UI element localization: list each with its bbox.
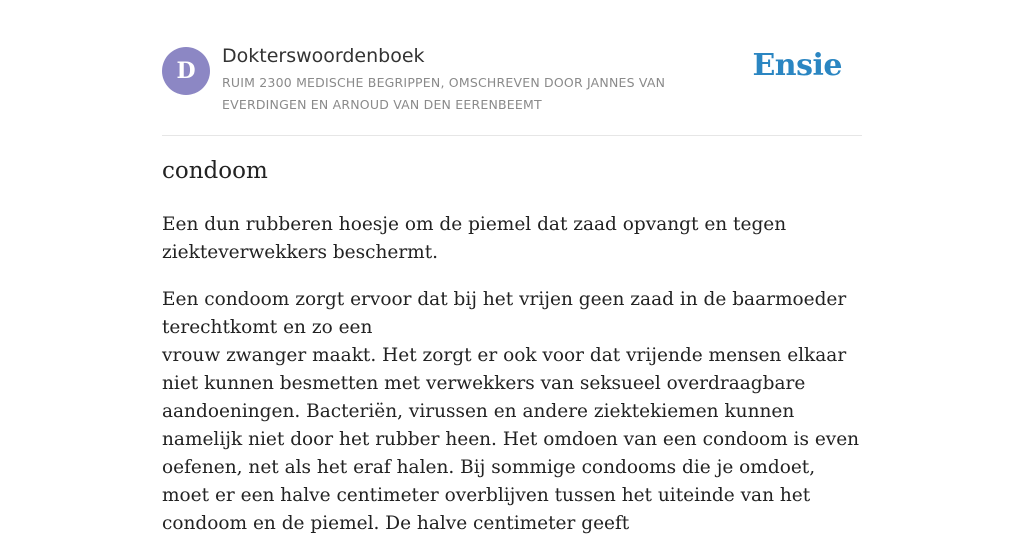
entry-body-line-1: Een condoom zorgt ervoor dat bij het vrijen geen zaad in de baarmoeder terechtkomt en zo een: [162, 289, 847, 338]
entry-body: [162, 286, 862, 538]
entry-definition: Een dun rubberen hoesje om de piemel dat zaad opvangt en tegen ziekteverwekkers beschermt.: [162, 214, 787, 263]
dictionary-avatar[interactable]: D: [162, 47, 210, 95]
ensie-logo[interactable]: Ensie: [752, 48, 842, 83]
entry-content: [162, 211, 862, 557]
dictionary-subtitle: RUIM 2300 MEDISCHE BEGRIPPEN, OMSCHREVEN DOOR JANNES VAN EVERDINGEN EN ARNOUD VAN DEN EERENBEEMT: [222, 75, 666, 112]
entry-body-rest: vrouw zwanger maakt. Het zorgt er ook voor dat vrijende mensen elkaar niet kunnen besmetten met verwekkers van seksueel overdraagbare aandoeningen. Bacteriën, virussen en andere ziektekiemen kunnen namelijk niet door het rubber heen. Het omdoen van een condoom is even oefenen, net als het eraf halen. Bij sommige condooms die je omdoet, moet er een halve centimeter overblijven tussen het uiteinde van het condoom en de piemel. De halve centimeter geeft: [162, 345, 860, 534]
dictionary-title[interactable]: Dokterswoordenboek: [222, 45, 425, 67]
entry-title: condoom: [162, 158, 268, 184]
dictionary-header: [162, 0, 862, 136]
page-container: [162, 0, 862, 534]
